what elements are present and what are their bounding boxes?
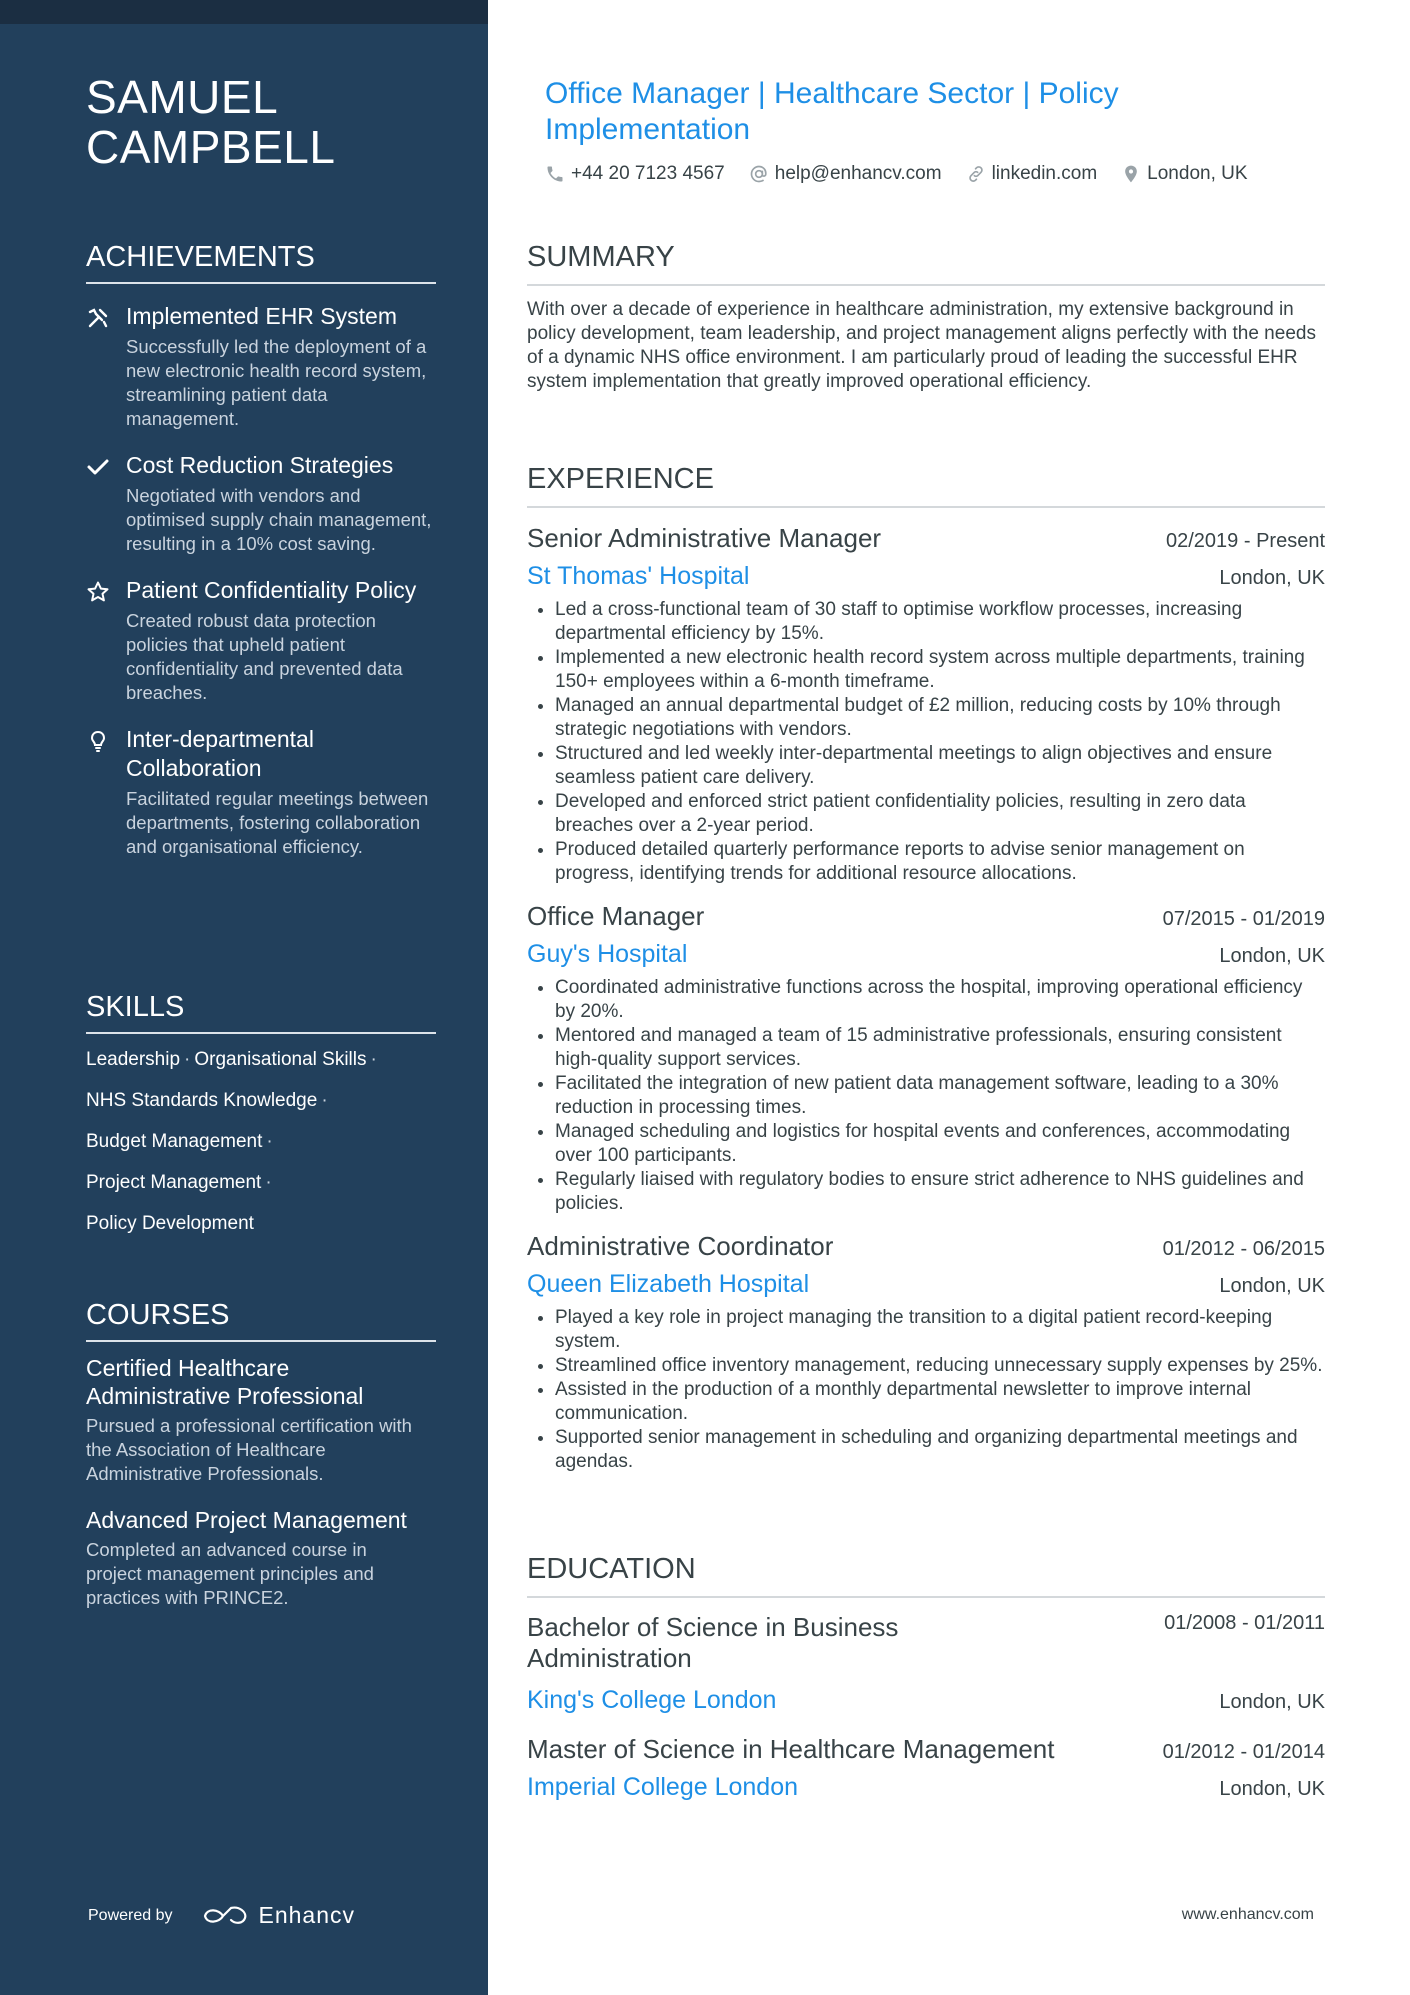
education-location: London, UK <box>1219 1691 1325 1713</box>
achievement-desc: Facilitated regular meetings between departments, fostering collaboration and organisational efficiency. <box>126 788 429 857</box>
achievement-item <box>86 576 436 705</box>
education-degree: Bachelor of Science in Business Administration <box>527 1612 899 1673</box>
education-entry <box>527 1734 1325 1803</box>
education-school: Imperial College London <box>527 1773 799 1801</box>
enhancv-logo-icon <box>201 1904 249 1928</box>
job-bullet: • Played a key role in project managing the transition to a digital patient record-keeping system. <box>555 1306 1325 1354</box>
job-dates: 01/2012 - 06/2015 <box>1162 1238 1325 1260</box>
job-bullet: • Facilitated the integration of new patient data management software, leading to a 30% reduction in processing times. <box>555 1072 1325 1120</box>
education-dates: 01/2012 - 01/2014 <box>1162 1741 1325 1763</box>
job-bullet: • Managed an annual departmental budget of £2 million, reducing costs by 10% through strategic negotiations with vendors. <box>555 694 1325 742</box>
achievement-desc: Negotiated with vendors and optimised supply chain management, resulting in a 10% cost saving. <box>126 485 432 554</box>
job-entry <box>527 900 1325 1216</box>
achievement-title: Inter-departmental Collaboration <box>126 726 314 781</box>
lightbulb-icon <box>86 729 110 753</box>
job-dates: 02/2019 - Present <box>1166 530 1325 552</box>
job-bullet: • Developed and enforced strict patient confidentiality policies, resulting in zero data breaches over a 2-year period. <box>555 790 1325 838</box>
job-bullets <box>527 976 1325 1216</box>
skills-list <box>86 1048 436 1253</box>
education-degree: Master of Science in Healthcare Management <box>527 1734 1055 1764</box>
job-title: Office Manager <box>527 901 705 931</box>
achievements-section <box>86 240 436 879</box>
job-dates: 07/2015 - 01/2019 <box>1162 908 1325 930</box>
link-icon <box>966 164 986 184</box>
at-icon <box>749 164 769 184</box>
skill-item: Policy Development <box>86 1213 254 1234</box>
achievement-title: Cost Reduction Strategies <box>126 452 394 478</box>
sidebar-top-bar <box>0 0 488 24</box>
skill-item: Project Management <box>86 1172 262 1193</box>
footer-url[interactable]: www.enhancv.com <box>1181 1906 1314 1923</box>
powered-by-label: Powered by <box>88 1906 173 1924</box>
skills-line <box>86 1048 436 1089</box>
location-pin-icon <box>1121 164 1141 184</box>
job-bullets <box>527 598 1325 886</box>
education-entry <box>527 1612 1325 1716</box>
achievements-title: ACHIEVEMENTS <box>86 240 436 284</box>
job-title: Administrative Coordinator <box>527 1231 834 1261</box>
education-section <box>527 1552 1325 1803</box>
enhancv-brand-text: Enhancv <box>258 1902 356 1928</box>
job-bullet: • Structured and led weekly inter-departmental meetings to align objectives and ensure seamless patient care delivery. <box>555 742 1325 790</box>
job-organization: Guy's Hospital <box>527 940 688 968</box>
achievement-title: Patient Confidentiality Policy <box>126 577 417 603</box>
education-dates: 01/2008 - 01/2011 <box>1164 1612 1325 1634</box>
star-icon <box>86 580 110 604</box>
achievement-item <box>86 725 436 859</box>
job-bullet: • Mentored and managed a team of 15 administrative professionals, ensuring consistent high-quality support services. <box>555 1024 1325 1072</box>
summary-text: With over a decade of experience in healthcare administration, my extensive background in policy development, team leadership, and project management aligns perfectly with the needs of a dynamic NHS office environment. I am particularly proud of leading the successful EHR system implementation that greatly improved operational efficiency. <box>527 299 1316 392</box>
job-location: London, UK <box>1219 1275 1325 1297</box>
achievement-item <box>86 302 436 431</box>
summary-title: SUMMARY <box>527 240 1325 286</box>
job-bullet: • Streamlined office inventory management, reducing unnecessary supply expenses by 25%. <box>555 1354 1325 1378</box>
phone-icon <box>545 164 565 184</box>
job-bullet: • Produced detailed quarterly performance reports to advise senior management on progress, identifying trends for additional resource allocations. <box>555 838 1325 886</box>
job-entry <box>527 522 1325 886</box>
skill-separator: · <box>321 1090 328 1111</box>
powered-by <box>88 1902 355 1929</box>
job-bullet: • Managed scheduling and logistics for hospital events and conferences, accommodating over 100 participants. <box>555 1120 1325 1168</box>
skill-item: Leadership <box>86 1049 181 1070</box>
job-bullet: • Supported senior management in scheduling and organizing departmental meetings and agendas. <box>555 1426 1325 1474</box>
contact-bar <box>545 163 1272 185</box>
job-bullet: • Implemented a new electronic health record system across multiple departments, training 150+ employees within a 6-month timeframe. <box>555 646 1325 694</box>
achievement-item <box>86 451 436 556</box>
skill-separator: · <box>370 1049 377 1070</box>
job-bullet: • Assisted in the production of a monthly departmental newsletter to improve internal communication. <box>555 1378 1325 1426</box>
experience-section <box>527 462 1325 1474</box>
skill-separator: · <box>266 1131 273 1152</box>
course-item <box>86 1354 446 1486</box>
skill-separator: · <box>265 1172 272 1193</box>
job-organization: St Thomas' Hospital <box>527 562 750 590</box>
contact-location-text: London, UK <box>1147 163 1248 184</box>
tools-icon <box>86 306 110 330</box>
course-title: Advanced Project Management <box>86 1507 407 1533</box>
job-bullet: • Led a cross-functional team of 30 staff to optimise workflow processes, increasing departmental efficiency by 15%. <box>555 598 1325 646</box>
job-organization: Queen Elizabeth Hospital <box>527 1270 810 1298</box>
education-school: King's College London <box>527 1686 777 1714</box>
skills-title: SKILLS <box>86 990 436 1034</box>
skill-separator: · <box>184 1049 191 1070</box>
education-title: EDUCATION <box>527 1552 1325 1598</box>
course-desc: Completed an advanced course in project management principles and practices with PRINCE2. <box>86 1539 374 1608</box>
skills-section <box>86 990 436 1253</box>
check-icon <box>86 455 110 479</box>
skills-line <box>86 1089 436 1130</box>
job-entry <box>527 1230 1325 1474</box>
enhancv-logo[interactable] <box>201 1902 356 1929</box>
education-location: London, UK <box>1219 1778 1325 1800</box>
skill-item: Organisational Skills <box>194 1049 367 1070</box>
job-location: London, UK <box>1219 945 1325 967</box>
experience-title: EXPERIENCE <box>527 462 1325 508</box>
job-bullet: • Regularly liaised with regulatory bodies to ensure strict adherence to NHS guidelines and policies. <box>555 1168 1325 1216</box>
course-desc: Pursued a professional certification with the Association of Healthcare Administrative Professionals. <box>86 1415 412 1484</box>
skill-item: Budget Management <box>86 1131 263 1152</box>
course-title: Certified Healthcare Administrative Professional <box>86 1355 364 1409</box>
contact-phone-text: +44 20 7123 4567 <box>571 163 725 184</box>
job-title: Senior Administrative Manager <box>527 523 882 553</box>
contact-email[interactable] <box>749 163 942 185</box>
contact-phone[interactable] <box>545 163 725 185</box>
skills-line <box>86 1171 436 1212</box>
contact-email-text: help@enhancv.com <box>774 163 942 184</box>
achievement-title: Implemented EHR System <box>126 303 397 329</box>
achievement-desc: Created robust data protection policies that upheld patient confidentiality and prevented data breaches. <box>126 610 403 703</box>
courses-title: COURSES <box>86 1298 436 1342</box>
contact-linkedin[interactable] <box>966 163 1098 185</box>
job-bullet: • Coordinated administrative functions across the hospital, improving operational efficiency by 20%. <box>555 976 1325 1024</box>
skills-line <box>86 1212 436 1253</box>
job-location: London, UK <box>1219 567 1325 589</box>
skills-line <box>86 1130 436 1171</box>
skill-item: NHS Standards Knowledge <box>86 1090 318 1111</box>
contact-linkedin-text: linkedin.com <box>991 163 1098 184</box>
course-item <box>86 1506 446 1610</box>
headline: Office Manager | Healthcare Sector | Policy Implementation <box>545 77 1119 146</box>
courses-section <box>86 1298 446 1630</box>
candidate-name: SAMUEL CAMPBELL <box>86 71 336 173</box>
summary-section <box>527 240 1325 394</box>
contact-location <box>1121 163 1247 185</box>
achievement-desc: Successfully led the deployment of a new electronic health record system, streamlining patient data management. <box>126 336 427 429</box>
job-bullets <box>527 1306 1325 1474</box>
